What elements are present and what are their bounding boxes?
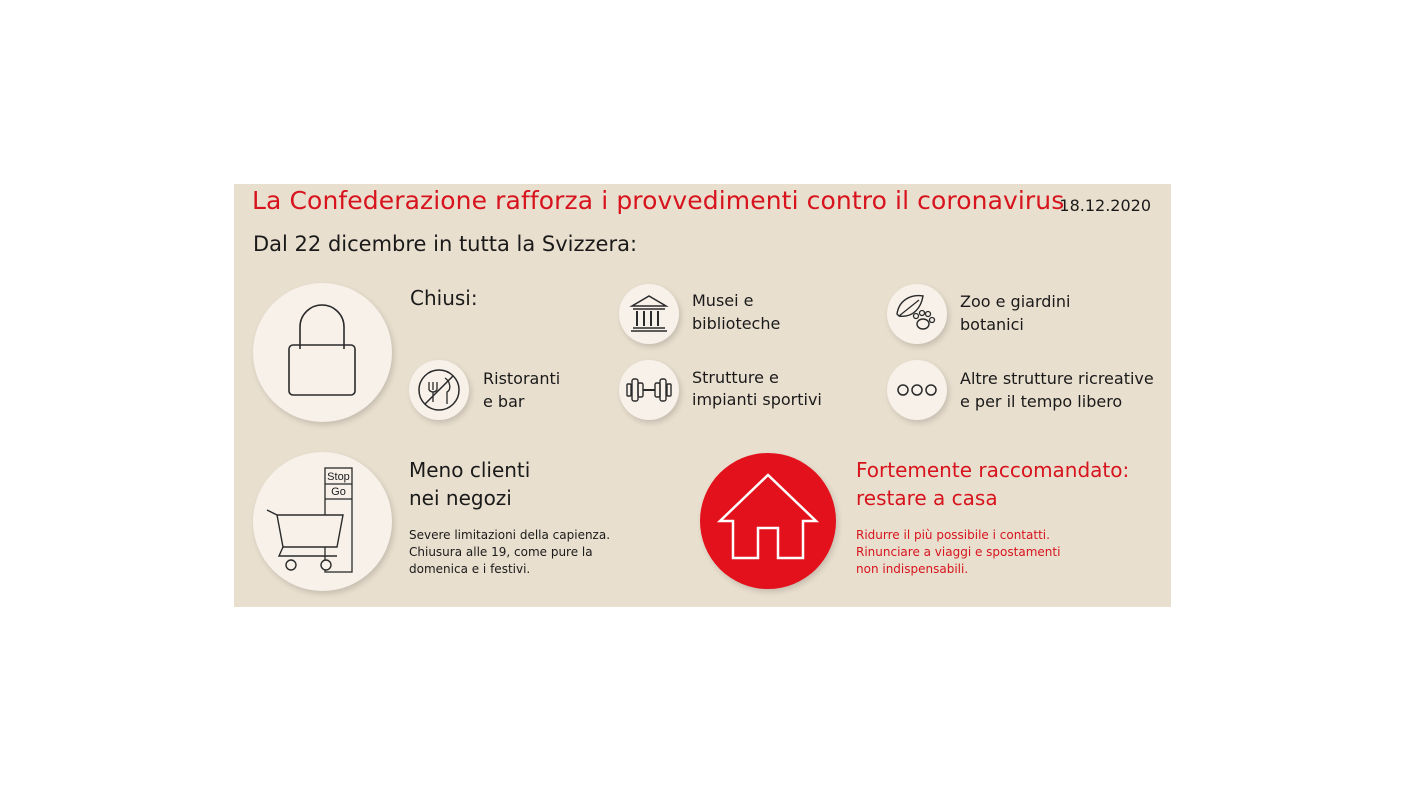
other-label-line2: e per il tempo libero <box>960 392 1123 411</box>
restaurant-label-line2: e bar <box>483 392 525 411</box>
zoo-circle <box>887 284 947 344</box>
stop-sign-text: Stop <box>327 471 350 483</box>
no-food-icon <box>409 360 469 420</box>
infographic-panel <box>234 184 1171 607</box>
home-heading-line2: restare a casa <box>856 486 998 510</box>
shops-text-line2: Chiusura alle 19, come pure la <box>409 545 593 559</box>
museum-label-line2: biblioteche <box>692 314 781 333</box>
padlock-circle <box>253 283 392 422</box>
museum-circle <box>619 284 679 344</box>
house-icon <box>700 453 836 589</box>
shopping-cart-icon <box>253 452 392 591</box>
dumbbell-icon <box>619 360 679 420</box>
closed-heading: Chiusi: <box>410 286 478 310</box>
restaurant-circle <box>409 360 469 420</box>
shops-text-line3: domenica e i festivi. <box>409 562 531 576</box>
shops-heading-line2: nei negozi <box>409 486 512 510</box>
shops-heading-line1: Meno clienti <box>409 458 531 482</box>
more-dots-icon <box>887 360 947 420</box>
go-sign-text: Go <box>331 486 346 498</box>
shops-text-line1: Severe limitazioni della capienza. <box>409 528 611 542</box>
shop-circle <box>253 452 392 591</box>
zoo-label-line2: botanici <box>960 315 1024 334</box>
home-circle <box>700 453 836 589</box>
padlock-icon <box>253 283 392 422</box>
other-circle <box>887 360 947 420</box>
leaf-paw-icon <box>887 284 947 344</box>
date-label: 18.12.2020 <box>1059 196 1151 215</box>
bank-icon <box>619 284 679 344</box>
restaurant-label-line1: Ristoranti <box>483 369 561 388</box>
sports-label-line2: impianti sportivi <box>692 390 822 409</box>
home-text-line2: Rinunciare a viaggi e spostamenti <box>856 545 1061 559</box>
subtitle: Dal 22 dicembre in tutta la Svizzera: <box>253 232 638 256</box>
sports-circle <box>619 360 679 420</box>
other-label-line1: Altre strutture ricreative <box>960 369 1154 388</box>
museum-label-line1: Musei e <box>692 291 754 310</box>
home-heading-line1: Fortemente raccomandato: <box>856 458 1130 482</box>
page-title: La Confederazione rafforza i provvedimenti contro il coronavirus <box>252 186 1065 215</box>
sports-label-line1: Strutture e <box>692 368 779 387</box>
home-text-line1: Ridurre il più possibile i contatti. <box>856 528 1050 542</box>
zoo-label-line1: Zoo e giardini <box>960 292 1071 311</box>
home-text-line3: non indispensabili. <box>856 562 969 576</box>
